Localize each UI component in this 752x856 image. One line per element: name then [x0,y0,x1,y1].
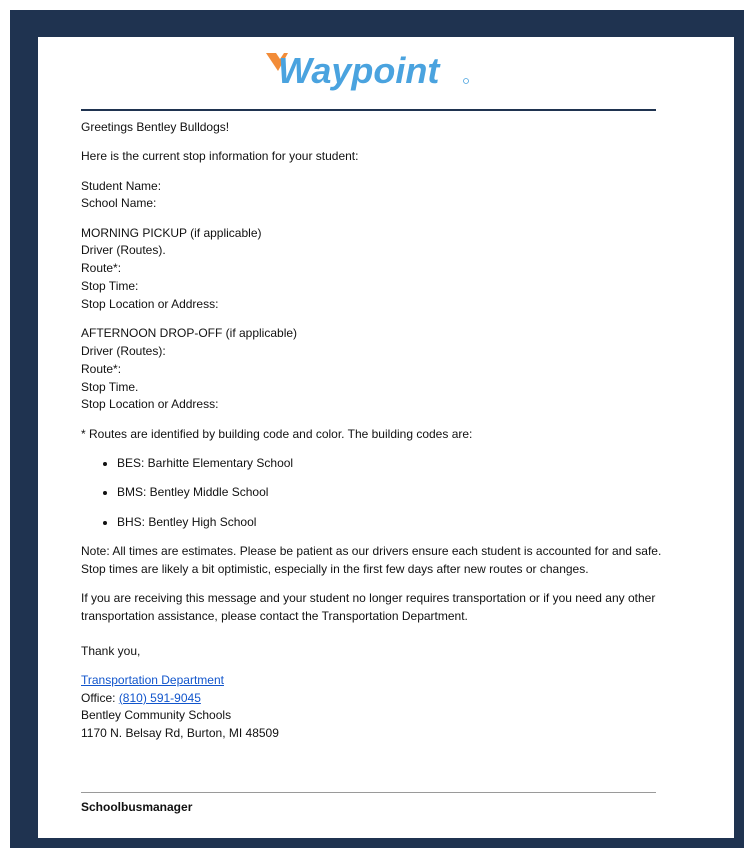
afternoon-route-label: Route*: [81,361,122,376]
morning-stop-location-label: Stop Location or Address: [81,296,219,311]
intro-text: Here is the current stop information for your student: [81,149,359,164]
message-content [81,119,671,743]
afternoon-driver-label: Driver (Routes): [81,343,166,358]
note-line-2: Stop times are likely a bit optimistic, especially in the first few days after new routes or changes. [81,561,589,576]
registered-mark-icon [464,79,469,84]
school-name-label: School Name: [81,196,157,211]
email-body [38,37,734,838]
header-divider [81,109,656,111]
footer-sender: Schoolbusmanager [81,800,193,814]
student-name-label: Student Name: [81,178,162,193]
signature-office [81,690,671,708]
routes-note: * Routes are identified by building code and color. The building codes are: [81,426,473,441]
transport-line-1: If you are receiving this message and your student no longer requires transportation or if you need any other [81,590,656,605]
morning-heading: MORNING PICKUP (if applicable) [81,225,262,240]
transport-line-2: transportation assistance, please contact the Transportation Department. [81,608,468,623]
logo-text: Waypoint [278,50,440,91]
building-code-item: • BES: Barhitte Elementary School [117,455,671,473]
morning-stop-time-label: Stop Time: [81,279,139,294]
office-label: Office: [81,690,116,705]
signature-address: 1170 N. Belsay Rd, Burton, MI 48509 [81,726,279,741]
transportation-department-link[interactable]: Transportation Department [81,672,224,687]
afternoon-heading: AFTERNOON DROP-OFF (if applicable) [81,326,298,341]
building-code-item: • BHS: Bentley High School [117,514,671,532]
morning-driver-label: Driver (Routes). [81,243,166,258]
signature-district: Bentley Community Schools [81,708,232,723]
morning-route-label: Route*: [81,261,122,276]
afternoon-stop-time-label: Stop Time. [81,379,139,394]
thanks: Thank you, [81,643,141,658]
note-line-1: Note: All times are estimates. Please be patient as our drivers ensure each student is accounted for and safe. [81,543,662,558]
building-codes-list [81,455,671,531]
signature-department [81,672,671,690]
footer-divider [81,792,656,793]
afternoon-stop-location-label: Stop Location or Address: [81,397,219,412]
email-frame [10,10,744,848]
office-phone-link[interactable]: (810) 591-9045 [118,690,201,705]
building-code-item: • BMS: Bentley Middle School [117,484,671,502]
waypoint-logo [264,49,474,93]
greeting: Greetings Bentley Bulldogs! [81,120,230,134]
